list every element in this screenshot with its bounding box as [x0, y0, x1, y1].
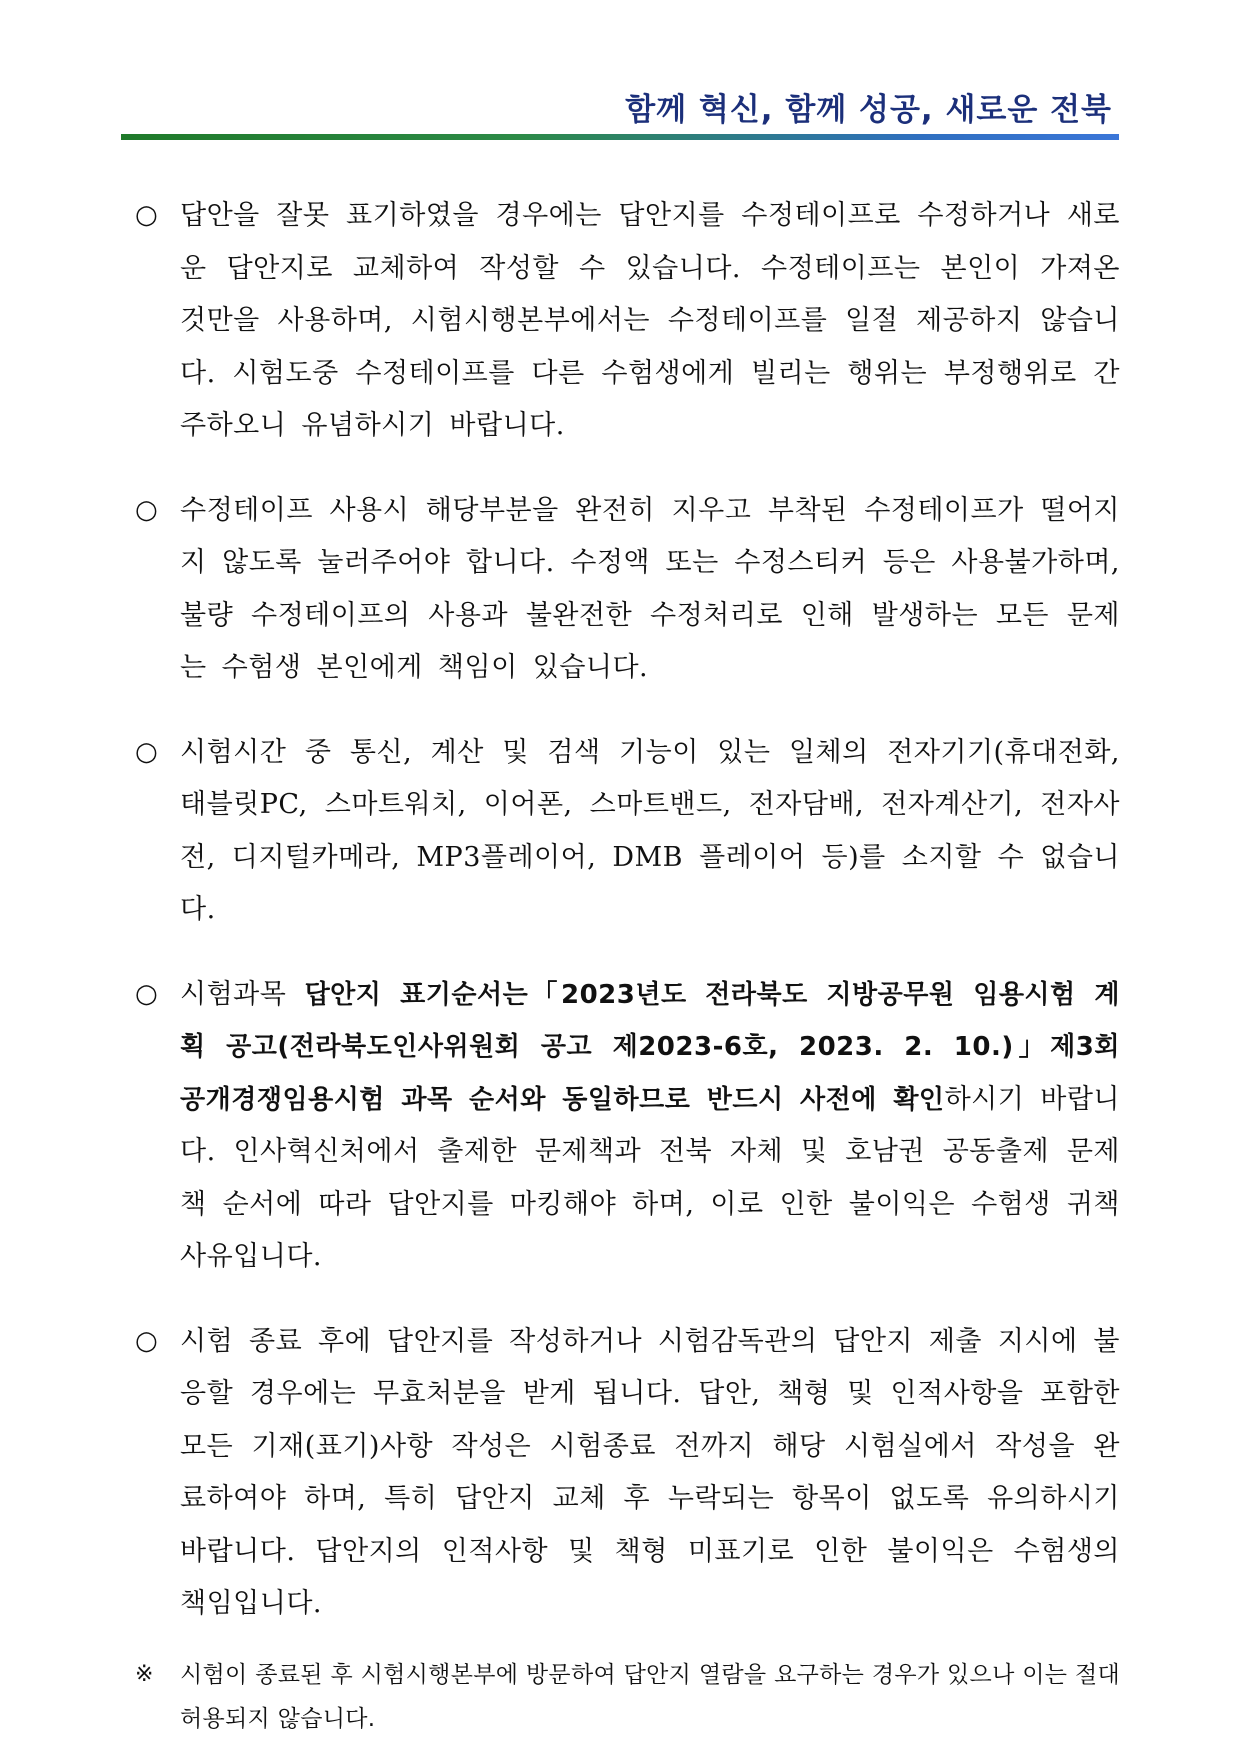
circle-bullet-icon: ○: [135, 200, 158, 230]
circle-bullet-icon: ○: [135, 1325, 158, 1356]
reference-mark-icon: ※: [135, 1661, 154, 1687]
notice-item-text: 시험시간 중 통신, 계산 및 검색 기능이 있는 일체의 전자기기(휴대전화, 태블릿PC, 스마트워치, 이어폰, 스마트밴드, 전자담배, 전자계산기, 전자사전, 디지털카메라, MP3플레이어, DMB 플레이어 등)를 소지할 수 없습니다.: [180, 736, 1120, 925]
notice-item-text: 수정테이프 사용시 해당부분을 완전히 지우고 부착된 수정테이프가 떨어지지 않도록 눌러주어야 합니다. 수정액 또는 수정스티커 등은 사용불가하며, 불량 수정테이프의 사용과 불완전한 수정처리로 인해 발생하는 모든 문제는 수험생 본인에게 책임이 있습니다.: [180, 494, 1120, 683]
notice-item-text: 답안을 잘못 표기하였을 경우에는 답안지를 수정테이프로 수정하거나 새로운 답안지로 교체하여 작성할 수 있습니다. 수정테이프는 본인이 가져온 것만을 사용하며, 시험시행본부에서는 수정테이프를 일절 제공하지 않습니다. 시험도중 수정테이프를 다른 수험생에게 빌리는 행위는 부정행위로 간주하오니 유념하시기 바랍니다.: [180, 200, 1120, 441]
header-divider: [121, 134, 1119, 140]
notice-item-correction-tape: [135, 190, 1120, 453]
notice-body: [135, 190, 1120, 1741]
circle-bullet-icon: ○: [135, 494, 158, 525]
notice-item-exam-end: [135, 1316, 1120, 1631]
notice-text-lead: 시험과목: [180, 978, 305, 1010]
notice-text-tail: 하시기 바랍니다. 인사혁신처에서 출제한 문제책과 전북 자체 및 호남권 공동출제 문제책 순서에 따라 답안지를 마킹해야 하며, 이로 인한 불이익은 수험생 귀책사유입니다.: [180, 1083, 1121, 1272]
notice-text-emphasis: 답안지 표기순서는「2023년도 전라북도 지방공무원 임용시험 계획 공고(전라북도인사위원회 공고 제2023-6호, 2023. 2. 10.)」제3회 공개경쟁임용시험 과목 순서와 동일하므로 반드시 사전에 확인: [180, 979, 1120, 1115]
notice-item-text: 시험 종료 후에 답안지를 작성하거나 시험감독관의 답안지 제출 지시에 불응할 경우에는 무효처분을 받게 됩니다. 답안, 책형 및 인적사항을 포함한 모든 기재(표기)사항 작성은 시험종료 전까지 해당 시험실에서 작성을 완료하여야 하며, 특히 답안지 교체 후 누락되는 항목이 없도록 유의하시기 바랍니다. 답안지의 인적사항 및 책형 미표기로 인한 불이익은 수험생의 책임입니다.: [180, 1325, 1120, 1619]
circle-bullet-icon: ○: [135, 978, 158, 1009]
notice-item-subject-order: [135, 969, 1120, 1284]
circle-bullet-icon: ○: [135, 736, 158, 767]
footnote-text: 시험이 종료된 후 시험시행본부에 방문하여 답안지 열람을 요구하는 경우가 있으나 이는 절대 허용되지 않습니다.: [180, 1661, 1120, 1732]
header-slogan: 함께 혁신, 함께 성공, 새로운 전북: [625, 92, 1112, 128]
notice-item-electronic-devices: [135, 727, 1120, 937]
notice-item-text: [180, 969, 1120, 1284]
notice-item-tape-usage: [135, 485, 1120, 695]
notice-footnote: [135, 1653, 1120, 1741]
